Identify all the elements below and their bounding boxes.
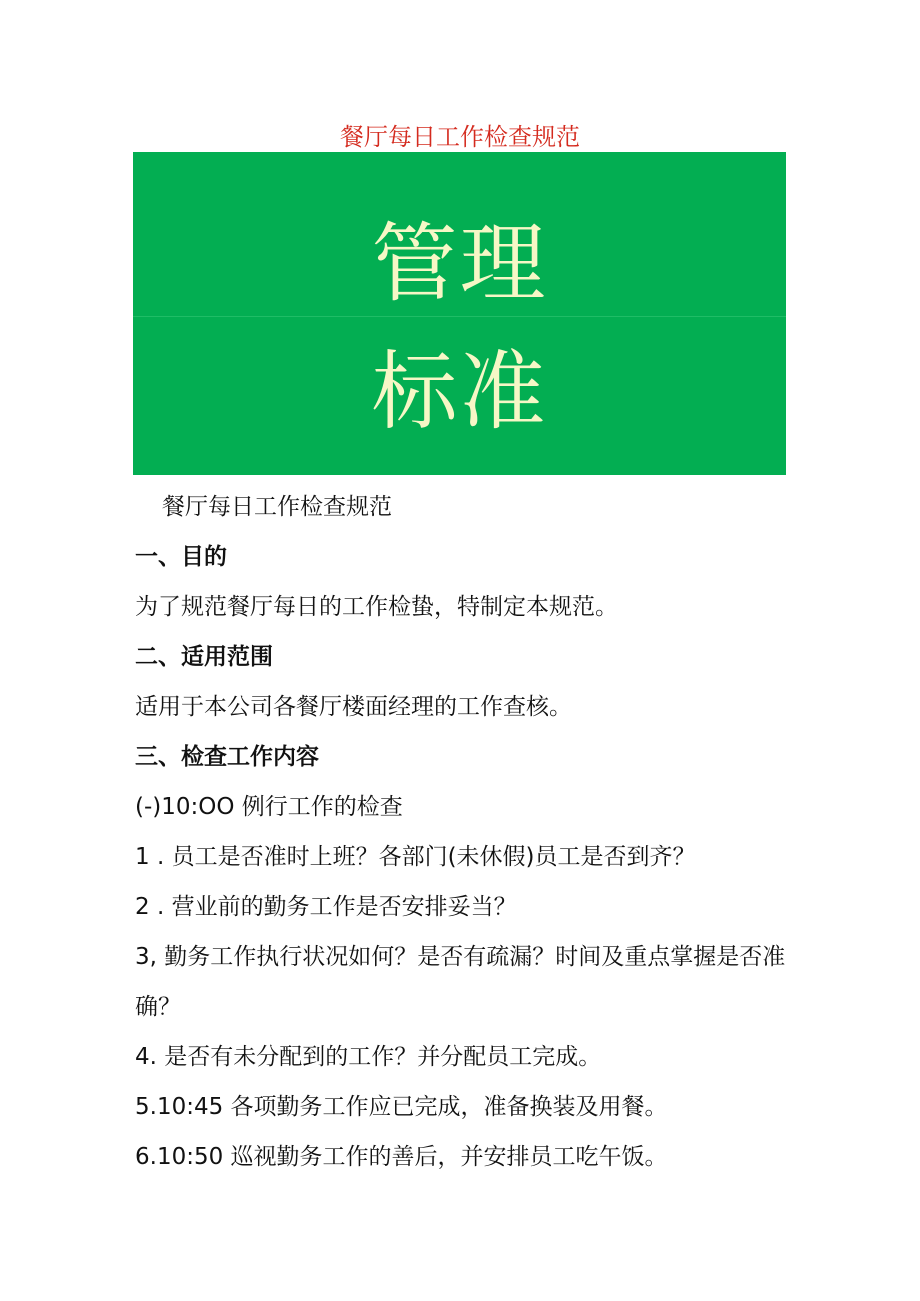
list-item: 6.10:50 巡视勤务工作的善后，并安排员工吃午饭。 xyxy=(135,1144,668,1170)
title-banner xyxy=(133,152,786,475)
page-title: 餐厅每日工作检查规范 xyxy=(340,123,580,151)
list-item: 4. 是否有未分配到的工作？并分配员工完成。 xyxy=(135,1044,602,1070)
list-item: 2 . 营业前的勤务工作是否安排妥当？ xyxy=(135,894,517,920)
section-body-purpose: 为了规范餐厅每日的工作检蛰，特制定本规范。 xyxy=(135,594,618,620)
banner-word-management: 管理 xyxy=(371,214,548,314)
section-heading-purpose: 一、目的 xyxy=(135,544,227,570)
banner-divider xyxy=(133,316,786,317)
banner-word-standard: 标准 xyxy=(371,342,548,442)
subsection-heading: (-)10:OO 例行工作的检查 xyxy=(135,794,403,820)
list-item: 5.10:45 各项勤务工作应已完成，准备换装及用餐。 xyxy=(135,1094,668,1120)
section-body-scope: 适用于本公司各餐厅楼面经理的工作查核。 xyxy=(135,694,572,720)
list-item: 1 . 员工是否准时上班？各部门(未休假)员工是否到齐？ xyxy=(135,844,696,870)
document-body xyxy=(135,488,795,1188)
section-heading-content: 三、检查工作内容 xyxy=(135,744,319,770)
list-item: 3, 勤务工作执行状况如何？是否有疏漏？时间及重点掌握是否准确？ xyxy=(135,944,786,1020)
document-subtitle: 餐厅每日工作检查规范 xyxy=(162,494,392,520)
section-heading-scope: 二、适用范围 xyxy=(135,644,273,670)
